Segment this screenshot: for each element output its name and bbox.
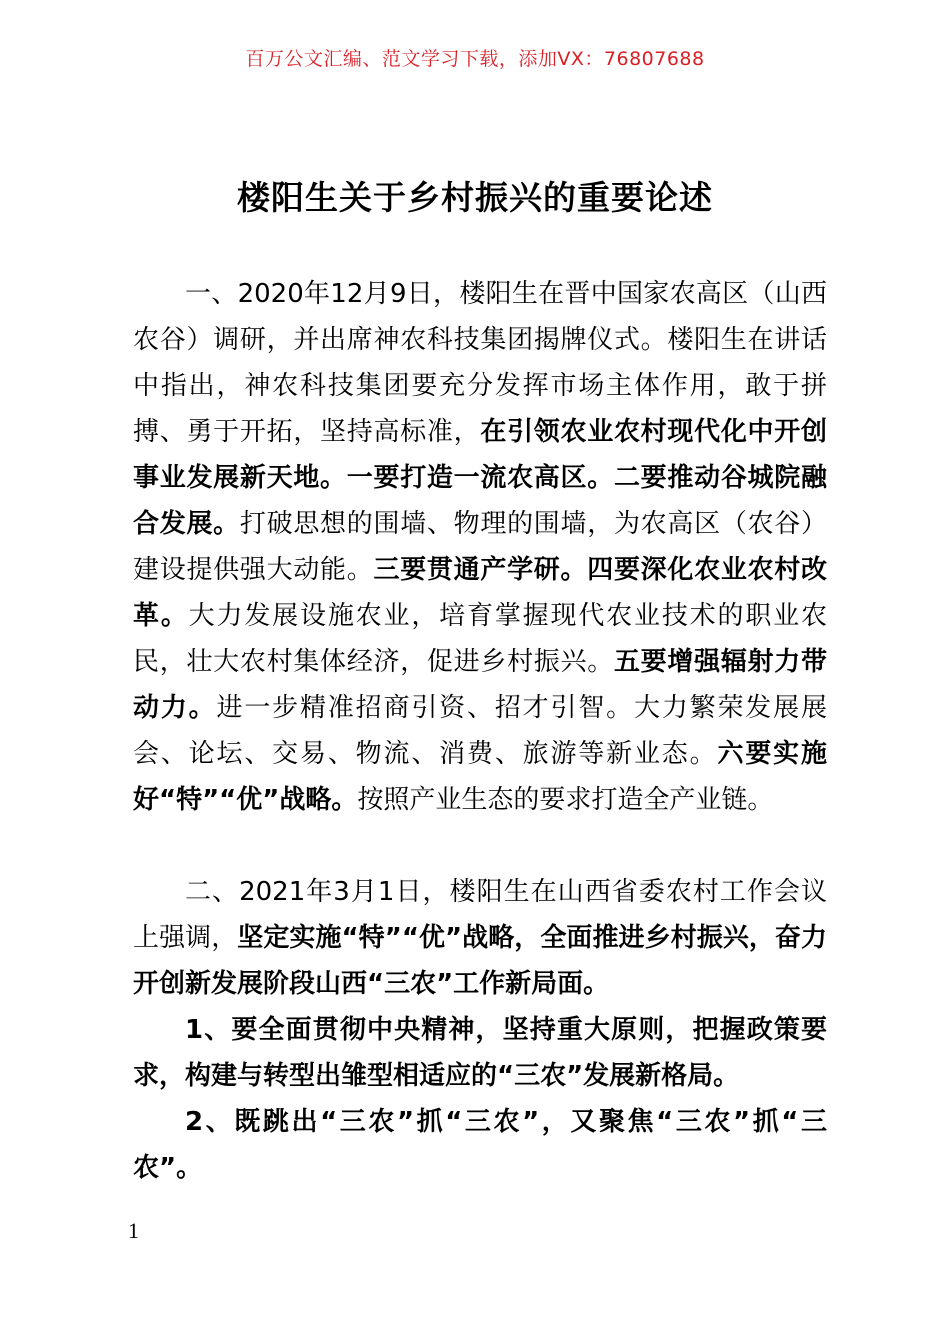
section-2 [133,869,827,1191]
header-text: 百万公文汇编、范文学习下载，添加VX：76807688 [245,48,705,70]
section-2-bold-1: 坚定实施“特”“优”战略，全面推进乡村振兴，奋力开创新发展阶段山西“三农”工作新局面。 [133,923,827,999]
section-1-text-5: 按照产业生态的要求打造全产业链。 [357,785,774,815]
section-2-item-2: 2、既跳出“三农”抓“三农”，又聚焦“三农”抓“三农”。 [133,1107,827,1183]
section-1-paragraph [133,271,827,823]
section-1-text-4: 进一步精准招商引资、招才引智。大力繁荣发展展会、论坛、交易、物流、消费、旅游等新业态。 [133,693,827,769]
section-1-bold-4: 六要实施好“特”“优”战略。 [133,739,827,815]
section-1-bold-1: 在引领农业农村现代化中开创事业发展新天地。一要打造一流农高区。二要推动谷城院融合发展。 [133,417,827,539]
section-1-bold-3: 五要增强辐射力带动力。 [133,647,827,723]
section-2-paragraph [133,869,827,1007]
section-2-text-1: 二、2021年3月1日，楼阳生在山西省委农村工作会议上强调， [133,877,827,953]
page-number: 1 [128,1218,139,1243]
section-1-bold-2: 三要贯通产学研。四要深化农业农村改革。 [133,555,827,631]
section-1-text-1: 一、2020年12月9日，楼阳生在晋中国家农高区（山西农谷）调研，并出席神农科技集团揭牌仪式。楼阳生在讲话中指出，神农科技集团要充分发挥市场主体作用，敢于拼搏、勇于开拓，坚持高标准， [133,279,827,447]
section-2-item-1: 1、要全面贯彻中央精神，坚持重大原则，把握政策要求，构建与转型出雏型相适应的“三农”发展新格局。 [133,1015,827,1091]
section-1-text-3: 大力发展设施农业，培育掌握现代农业技术的职业农民，壮大农村集体经济，促进乡村振兴。 [133,601,827,677]
section-1-text-2: 打破思想的围墙、物理的围墙，为农高区（农谷）建设提供强大动能。 [133,509,827,585]
document-title: 楼阳生关于乡村振兴的重要论述 [237,178,713,217]
header-banner [0,44,950,71]
section-1 [133,271,827,823]
